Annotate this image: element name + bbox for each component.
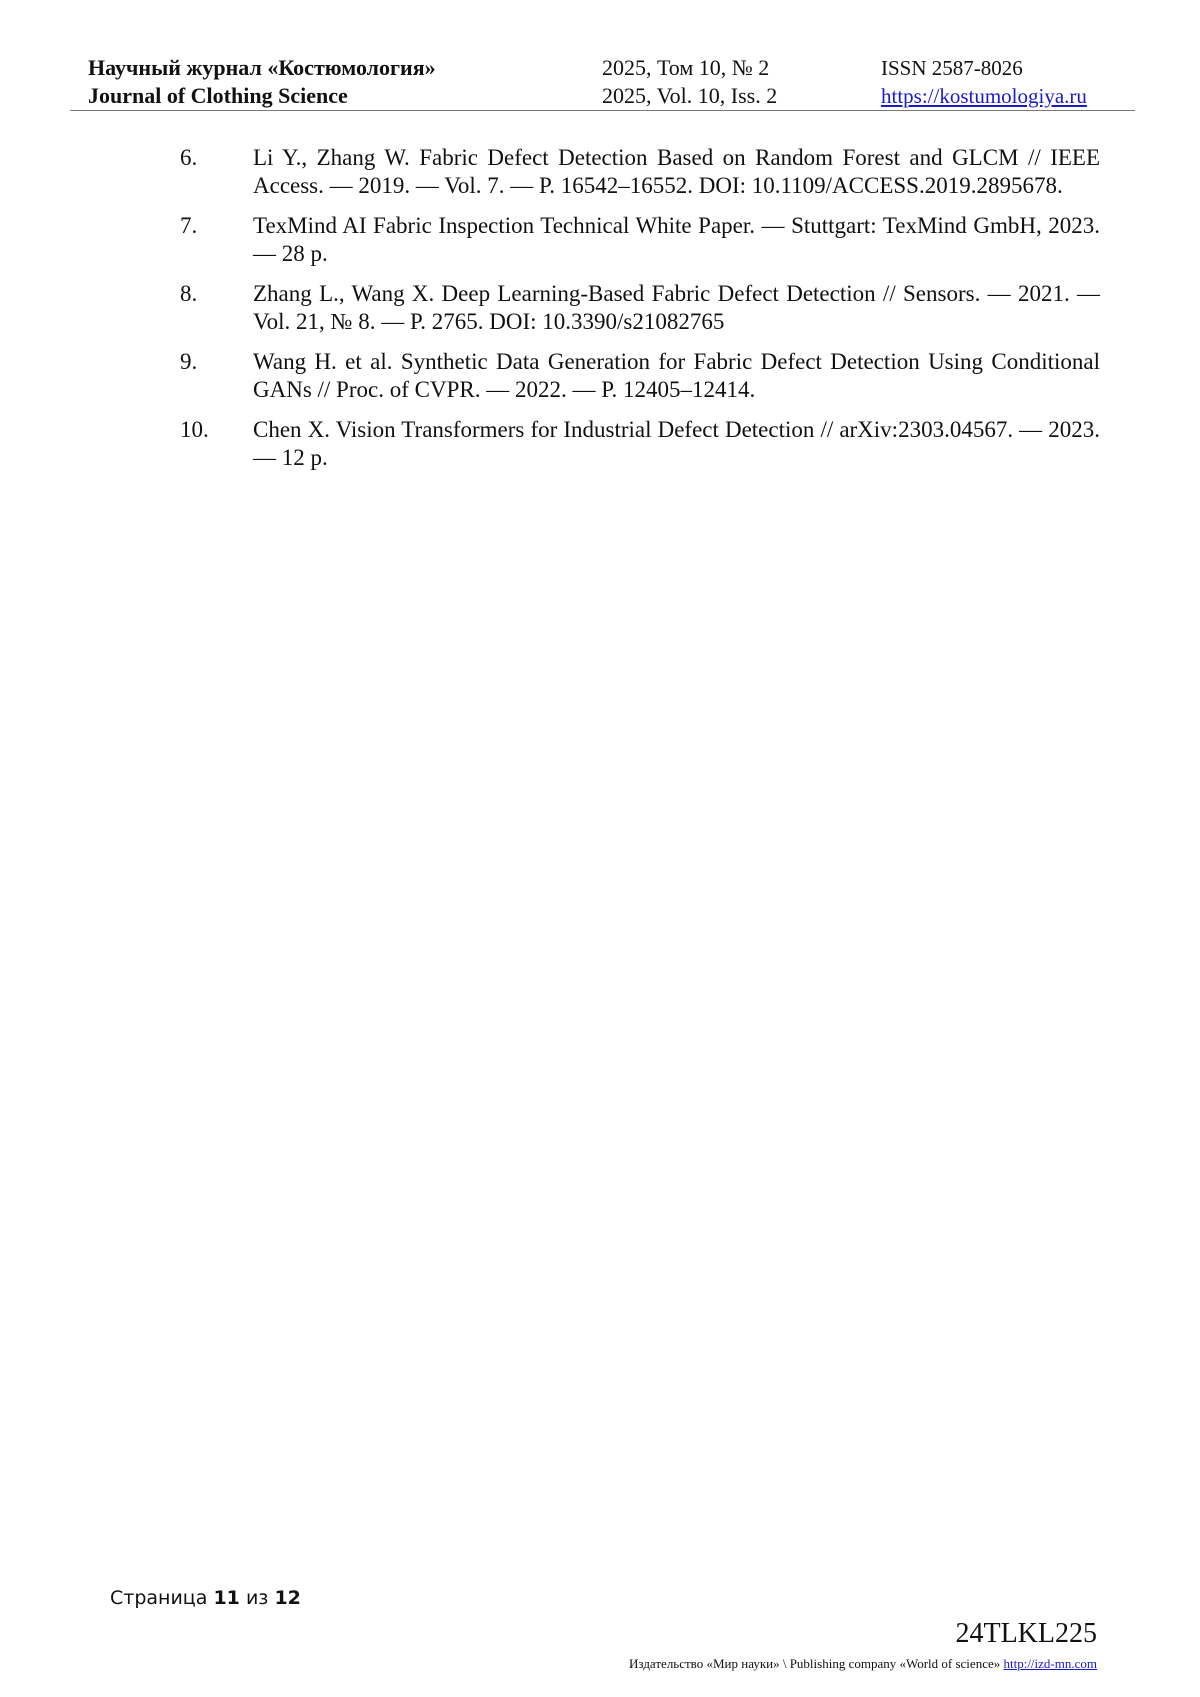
reference-number: 7. <box>180 213 198 238</box>
page-current: 11 <box>213 1587 240 1609</box>
journal-title-ru: Научный журнал «Костюмология» <box>88 55 436 80</box>
journal-title-en: Journal of Clothing Science <box>88 83 348 108</box>
publisher-link[interactable]: http://izd-mn.com <box>1003 1656 1097 1671</box>
reference-number: 10. <box>180 417 209 442</box>
reference-item <box>180 280 1100 336</box>
reference-item <box>180 212 1100 268</box>
page-counter <box>110 1587 301 1609</box>
reference-text: TexMind AI Fabric Inspection Technical White Paper. — Stuttgart: TexMind GmbH, 2023. — 28 p. <box>253 213 1100 266</box>
reference-text: Zhang L., Wang X. Deep Learning-Based Fabric Defect Detection // Sensors. — 2021. — Vol. 21, № 8. — P. 2765. DOI: 10.3390/s21082765 <box>253 281 1100 334</box>
reference-text: Li Y., Zhang W. Fabric Defect Detection Based on Random Forest and GLCM // IEEE Access. — 2019. — Vol. 7. — P. 16542–16552. DOI: 10.1109/ACCESS.2019.2895678. <box>253 145 1100 198</box>
issn-block <box>881 54 1087 110</box>
reference-text: Wang H. et al. Synthetic Data Generation for Fabric Defect Detection Using Conditional GANs // Proc. of CVPR. — 2022. — P. 12405–12414. <box>253 349 1100 402</box>
publisher-text: Издательство «Мир науки» \ Publishing company «World of science» <box>629 1656 1001 1671</box>
reference-item <box>180 416 1100 472</box>
page-label: Страница <box>110 1587 208 1609</box>
reference-text: Chen X. Vision Transformers for Industrial Defect Detection // arXiv:2303.04567. — 2023. — 12 p. <box>253 417 1100 470</box>
page-of: из <box>245 1587 269 1609</box>
issn: ISSN 2587-8026 <box>881 56 1023 80</box>
volume-block <box>602 54 777 110</box>
article-code: 24TLKL225 <box>955 1618 1097 1649</box>
volume-ru: 2025, Том 10, № 2 <box>602 55 770 80</box>
reference-number: 9. <box>180 349 198 374</box>
journal-website-link[interactable]: https://kostumologiya.ru <box>881 84 1087 108</box>
reference-list <box>180 144 1100 484</box>
volume-en: 2025, Vol. 10, Iss. 2 <box>602 83 778 108</box>
reference-number: 8. <box>180 281 198 306</box>
reference-item <box>180 144 1100 200</box>
page-total: 12 <box>274 1587 301 1609</box>
publisher-line <box>629 1656 1097 1672</box>
reference-item <box>180 348 1100 404</box>
reference-number: 6. <box>180 145 198 170</box>
journal-title-block <box>88 54 436 110</box>
page-header <box>70 52 1135 111</box>
